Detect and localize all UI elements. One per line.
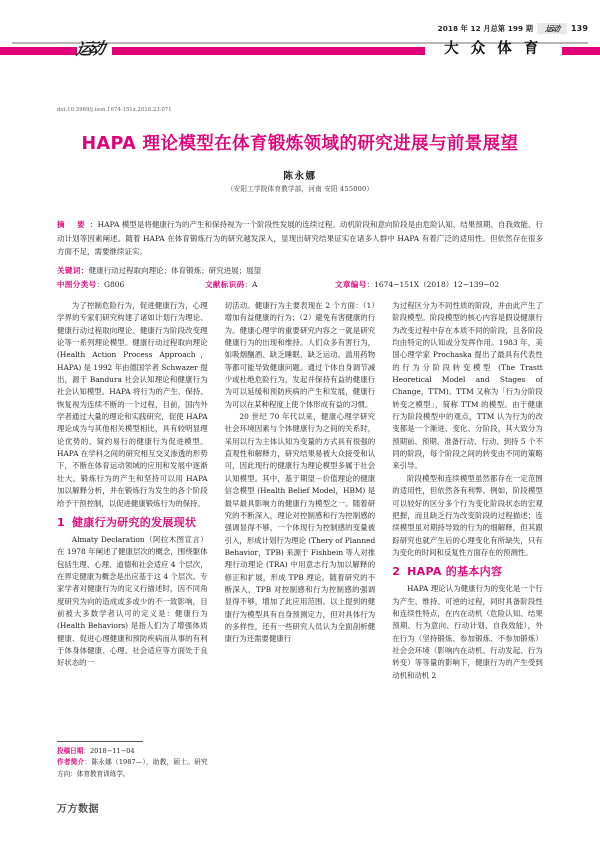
body-column-3 bbox=[392, 300, 543, 780]
paragraph: 为过程区分为不同性质的阶段，并由此产生了阶段模型。阶段模型的核心内容是假设健康行为改变过程中存在本质不同的阶段，且各阶段均由特定的认知或分发挥作用。1983 年，美国心理学家 Prochaska 提出了最具有代表性的行为分阶段转变模型 (The Trastt Heoretical Model and Stages of Change，TTM)。TTM 又称为「行为分阶段转变之模型」，简称 TTM 的模型。由于健康行为阶段模型中的观点，TTM 认为行为的改变都是一个渐进、变化、分阶段，其大致分为预期前、预期、准备行动、行动、到持 5 个不同的阶段，每个阶段之间的转变由不同的策略来引导。 bbox=[392, 301, 543, 471]
submission-date-line bbox=[57, 746, 208, 758]
article-title: HAPA 理论模型在体育锻炼领域的研究进展与前景展望 bbox=[81, 134, 519, 154]
section-heading-1 bbox=[57, 515, 208, 531]
doi-line: doi:10.3969/j.issn.1674-151x.2018.23.071 bbox=[57, 107, 172, 113]
database-watermark: 万方数据 bbox=[57, 804, 99, 815]
paragraph: Almaty Declaration（阿拉木图宣言）在 1978 年阐述了健康层次的概念，围绕躯体包括生理、心理、道德和社会适应 4 个层次，在界定健康为概念是出应基于这 4 个层次。专家学者对健康行为的定义行描述时，因不同角度研究为向的造成或多或少的不一致影响，目前被大多数学者认可的定义是：健康行为 (Health Behaviors) 是指人们为了增强体质健康、促进心理健康和预防疾病而从事的有利于体身体健康、心理、社会适应等方面处于良好状态的一 bbox=[57, 534, 208, 668]
abstract-colon: ： bbox=[89, 220, 98, 229]
classification-number-group bbox=[57, 278, 205, 292]
document-code-group bbox=[205, 278, 335, 292]
page-number: 139 bbox=[571, 24, 588, 33]
paragraph: 为了控制危险行为，促进健康行为，心理学界的专家们研究构建了诸如计划行为理论、健康行动过程取向理论、健康行为阶段改变理论等一系列理论模型。健康行动过程取向理论 (Health Action Process Approach，HAPA) 是 1992 年由德国学者 Schwazer 提出，源于 Bandura 社会认知理论和健康行为社会认知模型。HAPA 将行为的产生、保持、恢复视为连续不断的一个过程，目前，国内外学者通过大量的理论和实践研究，促使 HAPA 理论成为与其他相关模型相比，具有较明显理论优势的、简约易行的健康行为促进模型。HAPA 在学科之间的研究相互交叉渗透的形势下，不断在体育运动领域的应用和发展中逐渐壮大。锻炼行为的产生和坚持可以用 HAPA 加以解释分析，并在锻炼行为发生的各个阶段给予干预控制，以促进健康锻炼行为的保持。 bbox=[57, 301, 208, 508]
article-id-group bbox=[335, 278, 499, 292]
body-column-1 bbox=[57, 300, 208, 780]
magenta-bar-segment-left bbox=[0, 47, 77, 55]
section-heading-2 bbox=[392, 564, 543, 580]
classification-line bbox=[57, 278, 543, 292]
footnote-divider bbox=[57, 741, 143, 742]
paragraph: 切活动。健康行为主要表现在 2 个方面：（1）增加有益健康的行为；（2）避免有害健康的行为。健康心理学的重要研究内容之一就是研究健康行为的出现和维持。人们众多有害行为，如吸烟酗酒、缺乏睡眠、缺乏运动、滥用药物等都可能导致健康问题。通过个体自身调节减少或杜绝危险行为，发起并保持有益的健康行为可以延缓和预防疾病的产生和发展，健康行为可以在某种程度上使个体形成有益的习惯。 bbox=[224, 301, 376, 409]
keywords-line bbox=[57, 264, 543, 278]
section-brand-title: 大 众 体 育 bbox=[444, 41, 542, 57]
body-column-2 bbox=[225, 300, 376, 780]
keywords-colon: ： bbox=[80, 266, 89, 275]
article-id-label: 文章编号 bbox=[335, 279, 367, 289]
document-code-label: 文献标识码 bbox=[205, 279, 245, 289]
journal-logo-calligraphy: 运动 bbox=[74, 38, 104, 59]
abstract-label: 摘 要 bbox=[57, 220, 90, 229]
article-author: 陈永娜 bbox=[283, 171, 317, 182]
keywords-label: 关键词 bbox=[57, 266, 81, 275]
journal-mini-logo-icon bbox=[537, 23, 567, 34]
paragraph: 阶段模型和连续模型虽然都存在一定范围的适用性，但依然各有利弊。例如，阶段模型可以较好的区分多个行为变化阶段状态的宏观把握，而且缺乏行为改变阶段的过程描述；连续模型虽对期持导致的行为的细解释，但其跟踪研究也就产生后的心理变化有所缺失，只有为变化的时间和反复性方面存在的预测性。 bbox=[392, 473, 543, 557]
keywords-text: 健康行动过程取向理论；体育锻炼；研究进展；展望 bbox=[88, 266, 262, 275]
magenta-bar-segment-right bbox=[562, 47, 600, 55]
section-number: 1 bbox=[57, 515, 65, 529]
document-code-value: ：A bbox=[244, 279, 258, 289]
author-bio-label: 作者简介 bbox=[57, 758, 85, 766]
section-number: 2 bbox=[392, 565, 401, 579]
author-bio-line bbox=[57, 757, 208, 780]
magenta-bar-segment-middle bbox=[112, 47, 425, 55]
submission-date-label: 投稿日期 bbox=[57, 746, 84, 755]
issue-label: 2018 年 12 月总第 199 期 bbox=[437, 23, 533, 33]
paragraph: 20 世纪 70 年代以来，健康心理学研究社会环境因素与个体健康行为之间的关系时，采用以行为主体认知为变量的方式具有很强的直观性和解释力，研究结果易被大众接受和认可，因此现行的健康行为理论模型多属于社会认知模型。其中，基于期望－价值理论的健康信念模型 (Health Belief Model，HBM) 是最早最具影响力的健康行为模型之一。随着研究的不断深入，理论对控制感和行为控制感的强调显得不够，一个体现行为控制感的变量被引入，形成计划行为理论 (Thery of Planned Behavior，TPB) 来源于 Fishbein 等人对推理行动理论 (TRA) 中用意志行为加以解释的修正和扩展，形成 TPB 理论。随着研究的不断深入，TPB 对控制感和行为控制感的强调显得不够，增加了此应用范围。以上提到的健康行为模型具有自身预测定力，但对具体行为的多样性，还有一些研究人员认为全面剖析健康行为还需要健康行 bbox=[224, 412, 376, 644]
author-affiliation: （安阳工学院体育教学部，河南 安阳 455000） bbox=[226, 185, 374, 193]
section-title: HAPA 的基本内容 bbox=[407, 565, 503, 579]
article-id-value: ：1674−151X（2018）12−139−02 bbox=[366, 279, 500, 289]
author-bio-value: ：陈永娜（1987—），助教，硕士。研究方向：体育教育训练学。 bbox=[57, 758, 208, 778]
page-header bbox=[0, 22, 600, 70]
classification-label: 中图分类号 bbox=[57, 279, 97, 289]
abstract-block bbox=[57, 218, 543, 259]
classification-value: ：G806 bbox=[96, 279, 125, 289]
footnote-block bbox=[57, 741, 208, 780]
article-body-columns bbox=[57, 300, 543, 780]
submission-date-value: ：2018−11−04 bbox=[83, 746, 135, 755]
section-title: 健康行为研究的发展现状 bbox=[71, 515, 197, 529]
paragraph: HAPA 理论认为健康行为的变化是一个行为产生、维持、可逆的过程，同时具备阶段性和连续性特点，在内在动机（危险认知、结果预期、行为意向、行动计划、自我效能），外在行为（坚持锻炼、参加锻炼、不参加锻炼）社会会环境（影响内在动机、行动发起、行为转变）等等量的影响下，健康行为的产生受到动机和动机 2 bbox=[392, 584, 543, 680]
abstract-text: HAPA 模型是将健康行为的产生和保持视为一个阶段性发展的连续过程。动机阶段和意向阶段是由危险认知、结果预期、自我效能、行动计划等因素阐述。随着 HAPA 在体育锻炼行为的研究越发深入，显现出研究结果证实在诸多人群中 HAPA 有着广泛的适用性。但依然存在很多方面不足，需要继续证实。 bbox=[57, 220, 543, 257]
header-issue-line bbox=[398, 22, 588, 35]
